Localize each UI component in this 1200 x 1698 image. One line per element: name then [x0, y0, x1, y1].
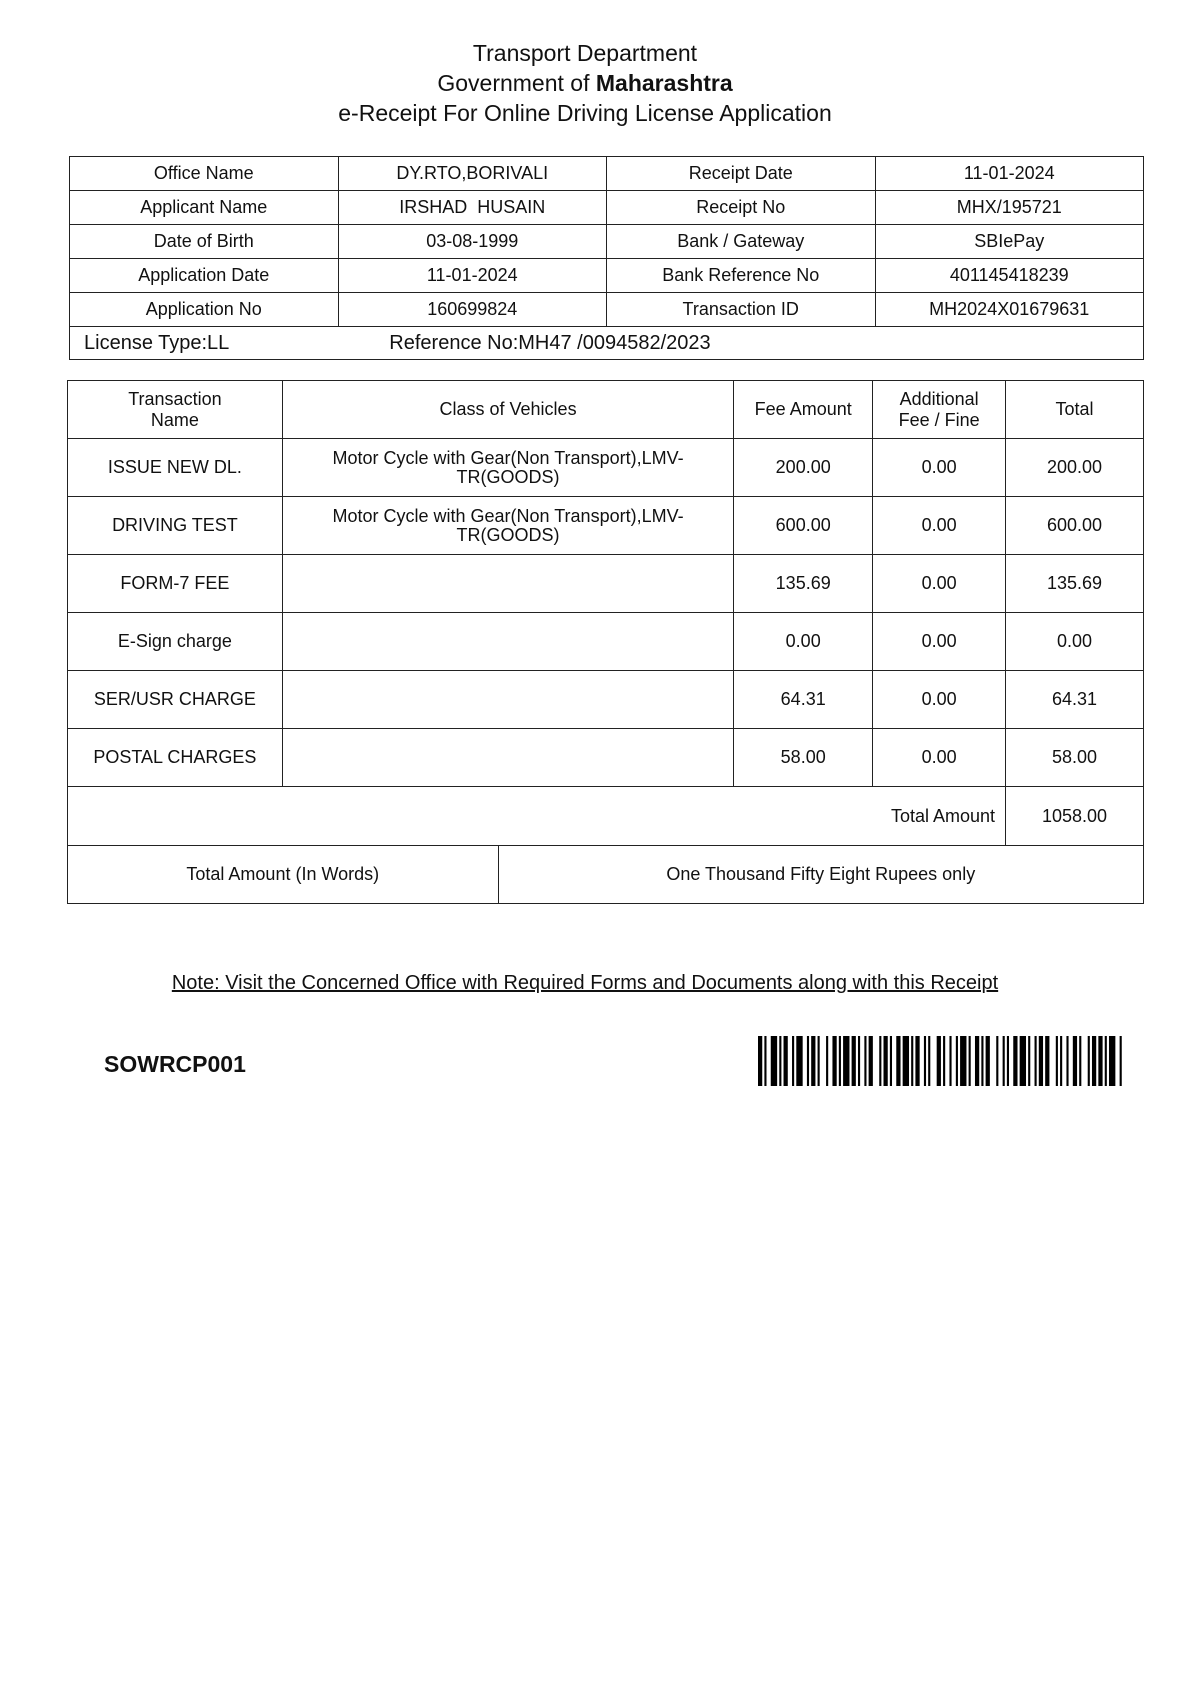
class-of-vehicles — [282, 729, 733, 787]
total-amount-label-cell — [68, 787, 1006, 846]
application-date-label: Application Date — [70, 259, 339, 293]
receipt-no-value: MHX/195721 — [875, 191, 1144, 225]
barcode-bar — [1066, 1036, 1068, 1086]
barcode-bar — [896, 1036, 900, 1086]
row-total: 58.00 — [1006, 729, 1144, 787]
barcode-bar — [1098, 1036, 1102, 1086]
dob-value: 03-08-1999 — [338, 225, 607, 259]
receipt-no-label: Receipt No — [607, 191, 876, 225]
receipt-date-value: 11-01-2024 — [875, 157, 1144, 191]
transaction-name: SER/USR CHARGE — [68, 671, 283, 729]
license-type-row — [70, 327, 1144, 360]
fee-amount: 135.69 — [734, 555, 873, 613]
department-title: Transport Department — [472, 40, 698, 66]
barcode-bar — [818, 1036, 820, 1086]
info-row — [70, 293, 1144, 327]
transaction-name: DRIVING TEST — [68, 497, 283, 555]
application-no-value: 160699824 — [338, 293, 607, 327]
header-text: Additional — [899, 388, 979, 409]
bank-reference-value: 401145418239 — [875, 259, 1144, 293]
barcode-bar — [784, 1036, 788, 1086]
col-additional-fee — [873, 381, 1006, 439]
fee-row — [68, 439, 1144, 497]
barcode-bar — [811, 1036, 815, 1086]
amount-in-words-value: One Thousand Fifty Eight Rupees only — [498, 846, 1143, 904]
application-no-label: Application No — [70, 293, 339, 327]
row-total: 600.00 — [1006, 497, 1144, 555]
barcode-bar — [1020, 1036, 1026, 1086]
row-total: 64.31 — [1006, 671, 1144, 729]
info-row — [70, 225, 1144, 259]
cov-line: Motor Cycle with Gear(Non Transport),LMV- — [332, 447, 684, 468]
cov-line: TR(GOODS) — [456, 524, 560, 545]
additional-fee: 0.00 — [873, 613, 1006, 671]
class-of-vehicles — [282, 439, 733, 497]
transaction-id-value: MH2024X01679631 — [875, 293, 1144, 327]
amount-in-words-label: Total Amount (In Words) — [68, 846, 499, 904]
barcode-bar — [981, 1036, 983, 1086]
header-text: Name — [150, 409, 199, 430]
transaction-name: FORM-7 FEE — [68, 555, 283, 613]
barcode-bar — [807, 1036, 809, 1086]
barcode-bar — [839, 1036, 841, 1086]
fee-row — [68, 497, 1144, 555]
barcode-bar — [1060, 1036, 1062, 1086]
barcode-bar — [764, 1036, 766, 1086]
barcode-bar — [852, 1036, 856, 1086]
barcode-bar — [1028, 1036, 1030, 1086]
bank-gateway-label: Bank / Gateway — [607, 225, 876, 259]
barcode-bar — [1105, 1036, 1107, 1086]
barcode-bar — [996, 1036, 998, 1086]
col-fee-amount: Fee Amount — [734, 381, 873, 439]
application-date-value: 11-01-2024 — [338, 259, 607, 293]
barcode-bar — [975, 1036, 979, 1086]
barcode-bar — [1007, 1036, 1009, 1086]
fee-amount: 600.00 — [734, 497, 873, 555]
barcode-bar — [1013, 1036, 1017, 1086]
fee-header-row — [68, 381, 1144, 439]
total-amount-value: 1058.00 — [1006, 787, 1144, 846]
barcode-bar — [1109, 1036, 1115, 1086]
barcode-bar — [879, 1036, 881, 1086]
barcode-bar — [832, 1036, 836, 1086]
col-total: Total — [1006, 381, 1144, 439]
barcode-bar — [969, 1036, 971, 1086]
state-name: Maharashtra — [595, 70, 733, 96]
transaction-id-label: Transaction ID — [607, 293, 876, 327]
receipt-date-label: Receipt Date — [607, 157, 876, 191]
barcode-bar — [1073, 1036, 1077, 1086]
transaction-name: POSTAL CHARGES — [68, 729, 283, 787]
total-amount-row — [68, 787, 1144, 846]
class-of-vehicles — [282, 671, 733, 729]
barcode-bar — [928, 1036, 930, 1086]
barcode-bar — [1092, 1036, 1096, 1086]
government-prefix: Government of — [437, 70, 590, 96]
barcode-image — [758, 1036, 1126, 1086]
amount-in-words-row — [68, 846, 1144, 904]
barcode-bar — [1003, 1036, 1005, 1086]
additional-fee: 0.00 — [873, 497, 1006, 555]
barcode-bar — [924, 1036, 926, 1086]
barcode-bar — [949, 1036, 951, 1086]
barcode-bar — [937, 1036, 941, 1086]
fee-table — [67, 380, 1144, 904]
form-code: SOWRCP001 — [104, 1051, 246, 1077]
header-text: Transaction — [128, 388, 222, 409]
applicant-name-value: IRSHAD HUSAIN — [338, 191, 607, 225]
barcode-bar — [1088, 1036, 1090, 1086]
fee-row — [68, 671, 1144, 729]
col-class-of-vehicles: Class of Vehicles — [282, 381, 733, 439]
license-type-cell — [70, 327, 1144, 360]
barcode-bar — [792, 1036, 794, 1086]
fee-row — [68, 729, 1144, 787]
additional-fee: 0.00 — [873, 439, 1006, 497]
barcode-bar — [1120, 1036, 1122, 1086]
barcode-bar — [1039, 1036, 1043, 1086]
additional-fee: 0.00 — [873, 555, 1006, 613]
barcode-bar — [1045, 1036, 1049, 1086]
transaction-name: E-Sign charge — [68, 613, 283, 671]
barcode-bar — [956, 1036, 958, 1086]
barcode-bar — [864, 1036, 866, 1086]
total-amount-label: Total Amount — [891, 805, 996, 826]
barcode-bar — [796, 1036, 802, 1086]
fee-amount: 64.31 — [734, 671, 873, 729]
office-name-value: DY.RTO,BORIVALI — [338, 157, 607, 191]
barcode-bar — [858, 1036, 860, 1086]
info-row — [70, 191, 1144, 225]
office-name-label: Office Name — [70, 157, 339, 191]
barcode-bar — [884, 1036, 888, 1086]
barcode-bar — [771, 1036, 777, 1086]
transaction-name: ISSUE NEW DL. — [68, 439, 283, 497]
additional-fee: 0.00 — [873, 729, 1006, 787]
applicant-name-label: Applicant Name — [70, 191, 339, 225]
class-of-vehicles — [282, 555, 733, 613]
barcode-bar — [911, 1036, 913, 1086]
barcode-bar — [869, 1036, 873, 1086]
fee-row — [68, 555, 1144, 613]
reference-no: Reference No:MH47 /0094582/2023 — [389, 331, 711, 354]
cov-line: Motor Cycle with Gear(Non Transport),LMV- — [332, 505, 684, 526]
bank-reference-label: Bank Reference No — [607, 259, 876, 293]
info-row — [70, 259, 1144, 293]
fee-amount: 0.00 — [734, 613, 873, 671]
license-type: License Type:LL — [84, 331, 230, 354]
barcode-bar — [1056, 1036, 1058, 1086]
row-total: 200.00 — [1006, 439, 1144, 497]
barcode-bar — [943, 1036, 945, 1086]
fee-row — [68, 613, 1144, 671]
class-of-vehicles — [282, 613, 733, 671]
fee-amount: 200.00 — [734, 439, 873, 497]
barcode-bar — [960, 1036, 966, 1086]
barcode-bar — [843, 1036, 849, 1086]
receipt-note: Note: Visit the Concerned Office with Required Forms and Documents along with this Receipt — [171, 972, 999, 994]
cov-line: TR(GOODS) — [456, 466, 560, 487]
bank-gateway-value: SBIePay — [875, 225, 1144, 259]
barcode-bar — [903, 1036, 909, 1086]
fee-amount: 58.00 — [734, 729, 873, 787]
class-of-vehicles — [282, 497, 733, 555]
header-text: Fee / Fine — [898, 409, 980, 430]
additional-fee: 0.00 — [873, 671, 1006, 729]
barcode-bar — [1079, 1036, 1081, 1086]
receipt-title: e-Receipt For Online Driving License Application — [338, 100, 832, 126]
receipt-header — [0, 38, 1170, 128]
barcode-bar — [779, 1036, 781, 1086]
col-transaction-name — [68, 381, 283, 439]
government-line — [0, 68, 1170, 98]
barcode-bar — [1035, 1036, 1037, 1086]
row-total: 135.69 — [1006, 555, 1144, 613]
row-total: 0.00 — [1006, 613, 1144, 671]
barcode-bar — [890, 1036, 892, 1086]
barcode-bar — [826, 1036, 828, 1086]
barcode-bar — [986, 1036, 990, 1086]
applicant-info-table — [69, 156, 1144, 360]
dob-label: Date of Birth — [70, 225, 339, 259]
barcode-bar — [915, 1036, 919, 1086]
barcode-bar — [758, 1036, 762, 1086]
info-row — [70, 157, 1144, 191]
